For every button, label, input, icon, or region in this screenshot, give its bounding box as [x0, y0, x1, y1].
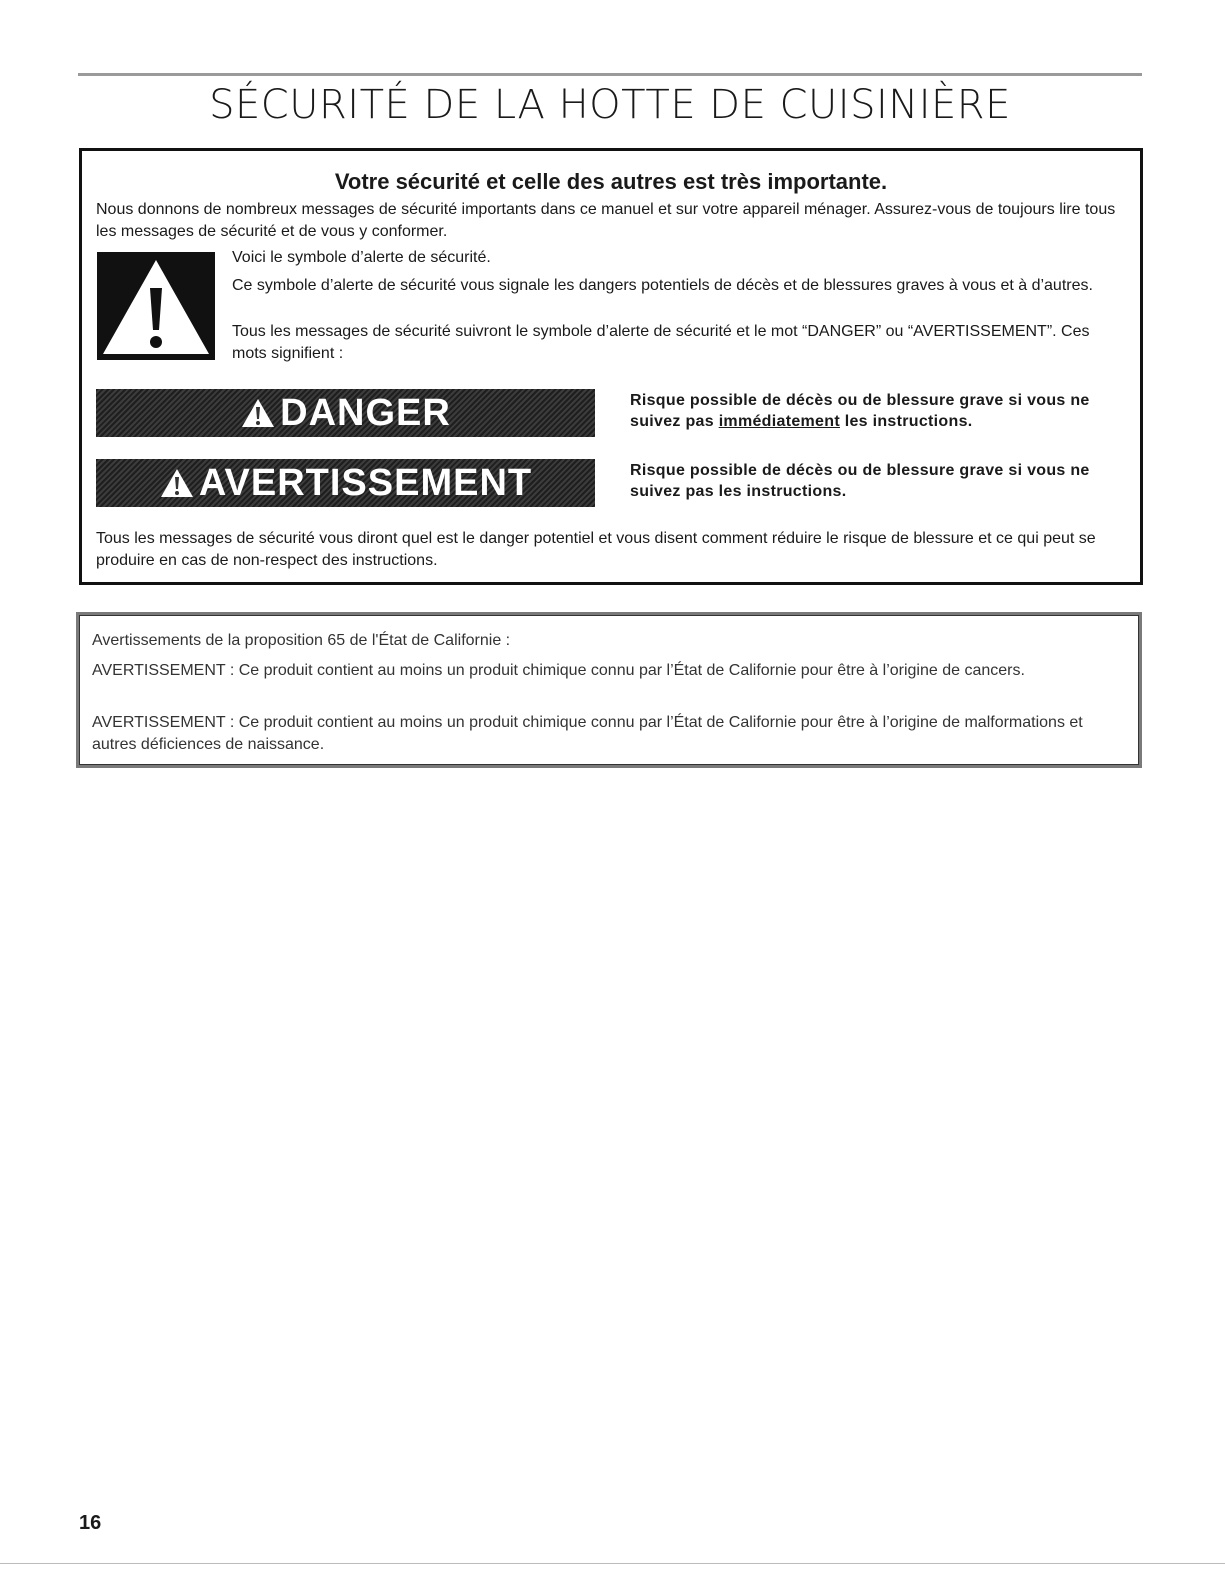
alert-symbol-line-3: Tous les messages de sécurité suivront le symbole d’alerte de sécurité et le mot “DANGER” ou “AVERTISSEMENT”. Ces mots signifient : [232, 323, 1090, 362]
safety-heading: Votre sécurité et celle des autres est très importante. [334, 169, 888, 194]
prop65-box [76, 612, 1142, 768]
bottom-rule [0, 1563, 1225, 1564]
prop65-title: Avertissements de la proposition 65 de l'État de Californie : [92, 632, 511, 649]
danger-description [630, 390, 1135, 432]
prop65-cancer-warning: AVERTISSEMENT : Ce produit contient au moins un produit chimique connu par l’État de Californie pour être à l’origine de cancers. [92, 662, 1025, 679]
danger-alert-icon [240, 397, 276, 429]
danger-desc-start: Risque possible de décès ou de blessure grave si vous ne suivez pas [630, 392, 1090, 430]
warning-label: AVERTISSEMENT [198, 461, 533, 504]
alert-symbol-line-2: Ce symbole d’alerte de sécurité vous signale les dangers potentiels de décès et de blessures graves à vous et à d’autres. [232, 277, 1093, 294]
warning-triangle-icon [97, 252, 215, 360]
danger-desc-emphasis: immédiatement [718, 413, 840, 430]
warning-signal-word [96, 459, 595, 507]
safety-info-box [79, 148, 1143, 585]
prop65-birth-warning: AVERTISSEMENT : Ce produit contient au moins un produit chimique connu par l’État de Californie pour être à l’origine de malformations et autres déficiences de naissance. [92, 714, 1083, 753]
safety-closing: Tous les messages de sécurité vous diront quel est le danger potentiel et vous disent comment réduire le risque de blessure et ce qui peut se produire en cas de non-respect des instructions. [96, 530, 1096, 569]
top-rule [78, 73, 1142, 76]
page-title: SÉCURITÉ DE LA HOTTE DE CUISINIÈRE [209, 82, 1011, 128]
safety-intro: Nous donnons de nombreux messages de sécurité importants dans ce manuel et sur votre appareil ménager. Assurez-vous de toujours lire tous les messages de sécurité et de vous y conformer. [96, 201, 1116, 240]
danger-desc-end: les instructions. [839, 413, 973, 430]
alert-symbol-line-1: Voici le symbole d’alerte de sécurité. [232, 249, 491, 266]
danger-signal-word [96, 389, 595, 437]
page-number: 16 [79, 1512, 102, 1534]
warning-description: Risque possible de décès ou de blessure grave si vous ne suivez pas les instructions. [630, 462, 1090, 500]
danger-label: DANGER [280, 391, 451, 434]
warning-alert-icon [159, 467, 195, 499]
